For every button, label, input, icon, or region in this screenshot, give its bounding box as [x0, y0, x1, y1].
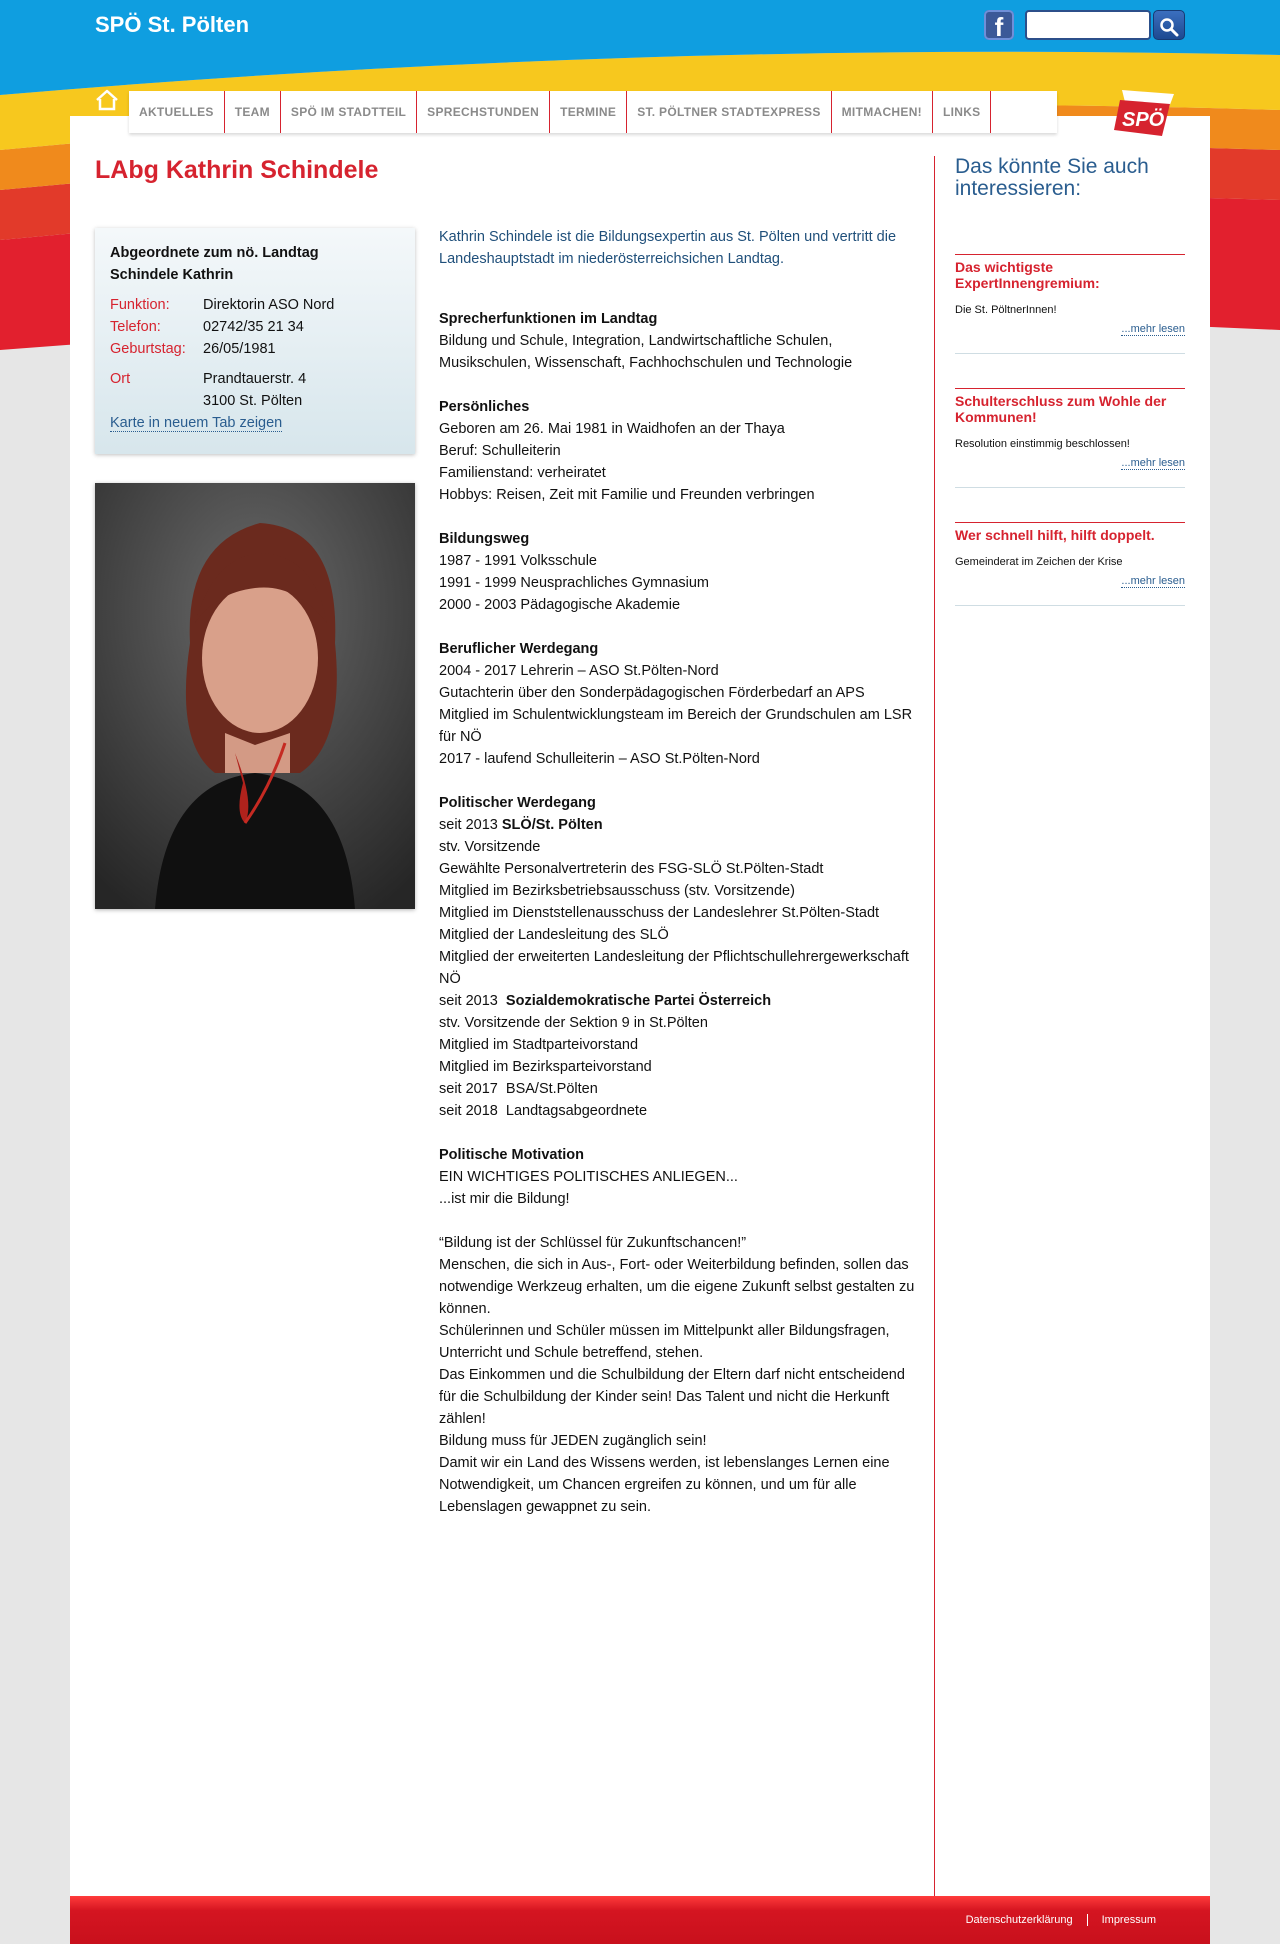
article-content: [439, 226, 915, 1540]
nav-spacer: [991, 91, 1057, 133]
news-text: Resolution einstimmig beschlossen!: [955, 438, 1130, 450]
news-item: [955, 522, 1185, 606]
section-line: Mitglied im Dienststellenausschuss der Landeslehrer St.Pölten-Stadt: [439, 905, 880, 921]
page-title: LAbg Kathrin Schindele: [95, 156, 379, 184]
section-line: Mitglied im Schulentwicklungsteam im Bereich der Grundschulen am LSR für NÖ: [439, 707, 913, 745]
geburtstag-label: Geburtstag:: [110, 341, 186, 357]
main-navigation: [129, 91, 1057, 133]
section-line: stv. Vorsitzende: [439, 839, 541, 855]
info-heading: [110, 242, 400, 286]
info-gap: [110, 360, 400, 368]
column-divider: [934, 156, 935, 1896]
section-title: Politische Motivation: [439, 1147, 585, 1163]
section-beruflicher-werdegang: [439, 638, 915, 770]
nav-item-sprechstunden[interactable]: SPRECHSTUNDEN: [417, 91, 550, 133]
facebook-icon[interactable]: f: [984, 10, 1014, 40]
section-line: 1991 - 1999 Neusprachliches Gymnasium: [439, 575, 709, 591]
section-line: [439, 814, 915, 836]
ort-value: [203, 368, 306, 412]
ort-city: 3100 St. Pölten: [203, 393, 303, 409]
section-line: seit 2018 Landtagsabgeordnete: [439, 1103, 648, 1119]
line-bold: Sozialdemokratische Partei Österreich: [505, 993, 772, 1009]
news-title[interactable]: Das wichtigste ExpertInnengremium:: [955, 259, 1100, 291]
section-line: Hobbys: Reisen, Zeit mit Familie und Freunden verbringen: [439, 487, 815, 503]
section-line: ...ist mir die Bildung!: [439, 1191, 570, 1207]
section-line: seit 2017 BSA/St.Pölten: [439, 1081, 598, 1097]
nav-item-mitmachen[interactable]: MITMACHEN!: [832, 91, 933, 133]
section-text: Bildung und Schule, Integration, Landwirtschaftliche Schulen, Musikschulen, Wissenschaft, Fachhochschulen und Technologie: [439, 333, 853, 371]
news-item: [955, 388, 1185, 488]
info-row-telefon: [110, 316, 400, 338]
geburtstag-value: 26/05/1981: [203, 341, 276, 357]
section-title: Beruflicher Werdegang: [439, 641, 599, 657]
section-line: Beruf: Schulleiterin: [439, 443, 561, 459]
portrait-illustration: [95, 483, 415, 909]
section-politische-motivation: [439, 1144, 915, 1210]
section-line: 1987 - 1991 Volksschule: [439, 553, 597, 569]
footer-privacy-link[interactable]: Datenschutzerklärung: [965, 1914, 1073, 1926]
intro-text: Kathrin Schindele ist die Bildungsexpertin aus St. Pölten und vertritt die Landeshauptstadt im niederösterreichsichen Landtag.: [439, 229, 897, 267]
read-more-label[interactable]: ...mehr lesen: [1121, 323, 1185, 335]
logo-text: SPÖ: [1122, 109, 1165, 131]
portrait-photo: [95, 483, 415, 909]
section-line: Menschen, die sich in Aus-, Fort- oder Weiterbildung befinden, sollen das notwendige Werkzeug erhalten, um die eigene Zukunft selbst gestalten zu können.: [439, 1257, 915, 1317]
section-persoenliches: [439, 396, 915, 506]
section-title: Politischer Werdegang: [439, 795, 596, 811]
section-line: EIN WICHTIGES POLITISCHES ANLIEGEN...: [439, 1169, 738, 1185]
section-bildungsweg: [439, 528, 915, 616]
home-icon[interactable]: [95, 88, 119, 112]
news-text: Gemeinderat im Zeichen der Krise: [955, 556, 1123, 568]
section-line: 2004 - 2017 Lehrerin – ASO St.Pölten-Nord: [439, 663, 719, 679]
section-line: Gewählte Personalvertreterin des FSG-SLÖ St.Pölten-Stadt: [439, 861, 824, 877]
section-sprecherfunktionen: [439, 308, 915, 374]
map-link[interactable]: Karte in neuem Tab zeigen: [110, 415, 283, 431]
info-row-geburtstag: [110, 338, 400, 360]
section-line: 2017 - laufend Schulleiterin – ASO St.Pölten-Nord: [439, 751, 760, 767]
news-title[interactable]: Schulterschluss zum Wohle der Kommunen!: [955, 393, 1167, 425]
nav-item-stadtexpress[interactable]: ST. PÖLTNER STADTEXPRESS: [627, 91, 831, 133]
info-heading-name: Schindele Kathrin: [110, 267, 234, 283]
section-line: Bildung muss für JEDEN zugänglich sein!: [439, 1433, 707, 1449]
funktion-label: Funktion:: [110, 297, 170, 313]
info-heading-role: Abgeordnete zum nö. Landtag: [110, 245, 319, 261]
nav-item-links[interactable]: LINKS: [933, 91, 992, 133]
section-line: Schülerinnen und Schüler müssen im Mittelpunkt aller Bildungsfragen, Unterricht und Schule betreffend, stehen.: [439, 1323, 890, 1361]
read-more-label[interactable]: ...mehr lesen: [1121, 457, 1185, 469]
section-line: stv. Vorsitzende der Sektion 9 in St.Pölten: [439, 1015, 708, 1031]
section-title: Bildungsweg: [439, 531, 530, 547]
section-line: Geboren am 26. Mai 1981 in Waidhofen an der Thaya: [439, 421, 785, 437]
read-more-link[interactable]: [955, 323, 1185, 335]
search-input[interactable]: [1025, 10, 1151, 40]
section-line: “Bildung ist der Schlüssel für Zukunftschancen!”: [439, 1235, 747, 1251]
section-line: Das Einkommen und die Schulbildung der Eltern darf nicht entscheidend für die Schulbildung der Kinder sein! Das Talent und nicht die Herkunft zählen!: [439, 1367, 905, 1427]
sidebar-title: Das könnte Sie auch interessieren:: [955, 155, 1149, 200]
section-motivation-text: [439, 1232, 915, 1518]
section-line: 2000 - 2003 Pädagogische Akademie: [439, 597, 681, 613]
nav-item-team[interactable]: TEAM: [225, 91, 281, 133]
section-line: [439, 990, 915, 1012]
section-line: Mitglied im Bezirksparteivorstand: [439, 1059, 652, 1075]
section-line: Mitglied der erweiterten Landesleitung der Pflichtschullehrergewerkschaft NÖ: [439, 949, 909, 987]
section-title: Persönliches: [439, 399, 530, 415]
sidebar: [955, 156, 1185, 640]
section-line: Familienstand: verheiratet: [439, 465, 606, 481]
site-title[interactable]: SPÖ St. Pölten: [95, 12, 250, 37]
ort-label: Ort: [110, 371, 131, 387]
section-line: Mitglied im Stadtparteivorstand: [439, 1037, 639, 1053]
info-row-funktion: [110, 294, 400, 316]
section-title: Sprecherfunktionen im Landtag: [439, 311, 658, 327]
news-title[interactable]: Wer schnell hilft, hilft doppelt.: [955, 527, 1155, 543]
read-more-label[interactable]: ...mehr lesen: [1121, 575, 1185, 587]
info-row-ort: [110, 368, 400, 412]
nav-item-aktuelles[interactable]: AKTUELLES: [129, 91, 225, 133]
section-politischer-werdegang: [439, 792, 915, 1122]
read-more-link[interactable]: [955, 575, 1185, 587]
section-line: Damit wir ein Land des Wissens werden, ist lebenslanges Lernen eine Notwendigkeit, um Chancen ergreifen zu können, und um für alle Lebenslagen gewappnet zu sein.: [439, 1455, 890, 1515]
funktion-value: Direktorin ASO Nord: [203, 297, 335, 313]
footer: [70, 1896, 1210, 1944]
search-button[interactable]: [1153, 10, 1185, 40]
section-line: Mitglied im Bezirksbetriebsausschuss (stv. Vorsitzende): [439, 883, 795, 899]
nav-item-spoe-im-stadtteil[interactable]: SPÖ IM STADTTEIL: [281, 91, 417, 133]
read-more-link[interactable]: [955, 457, 1185, 469]
news-text: Die St. PöltnerInnen!: [955, 304, 1057, 316]
spoe-logo[interactable]: [1112, 90, 1174, 140]
search-icon: [1159, 17, 1179, 37]
line-bold: SLÖ/St. Pölten: [501, 817, 603, 833]
ort-street: Prandtauerstr. 4: [203, 371, 307, 387]
footer-imprint-link[interactable]: Impressum: [1101, 1914, 1156, 1926]
line-prefix: seit 2013: [439, 817, 502, 833]
line-prefix: seit 2013: [439, 993, 506, 1009]
nav-item-termine[interactable]: TERMINE: [550, 91, 627, 133]
section-line: Gutachterin über den Sonderpädagogischen Förderbedarf an APS: [439, 685, 865, 701]
telefon-value: 02742/35 21 34: [203, 319, 304, 335]
section-line: Mitglied der Landesleitung des SLÖ: [439, 927, 669, 943]
news-item: [955, 254, 1185, 354]
contact-info-box: [95, 228, 415, 454]
telefon-label: Telefon:: [110, 319, 161, 335]
